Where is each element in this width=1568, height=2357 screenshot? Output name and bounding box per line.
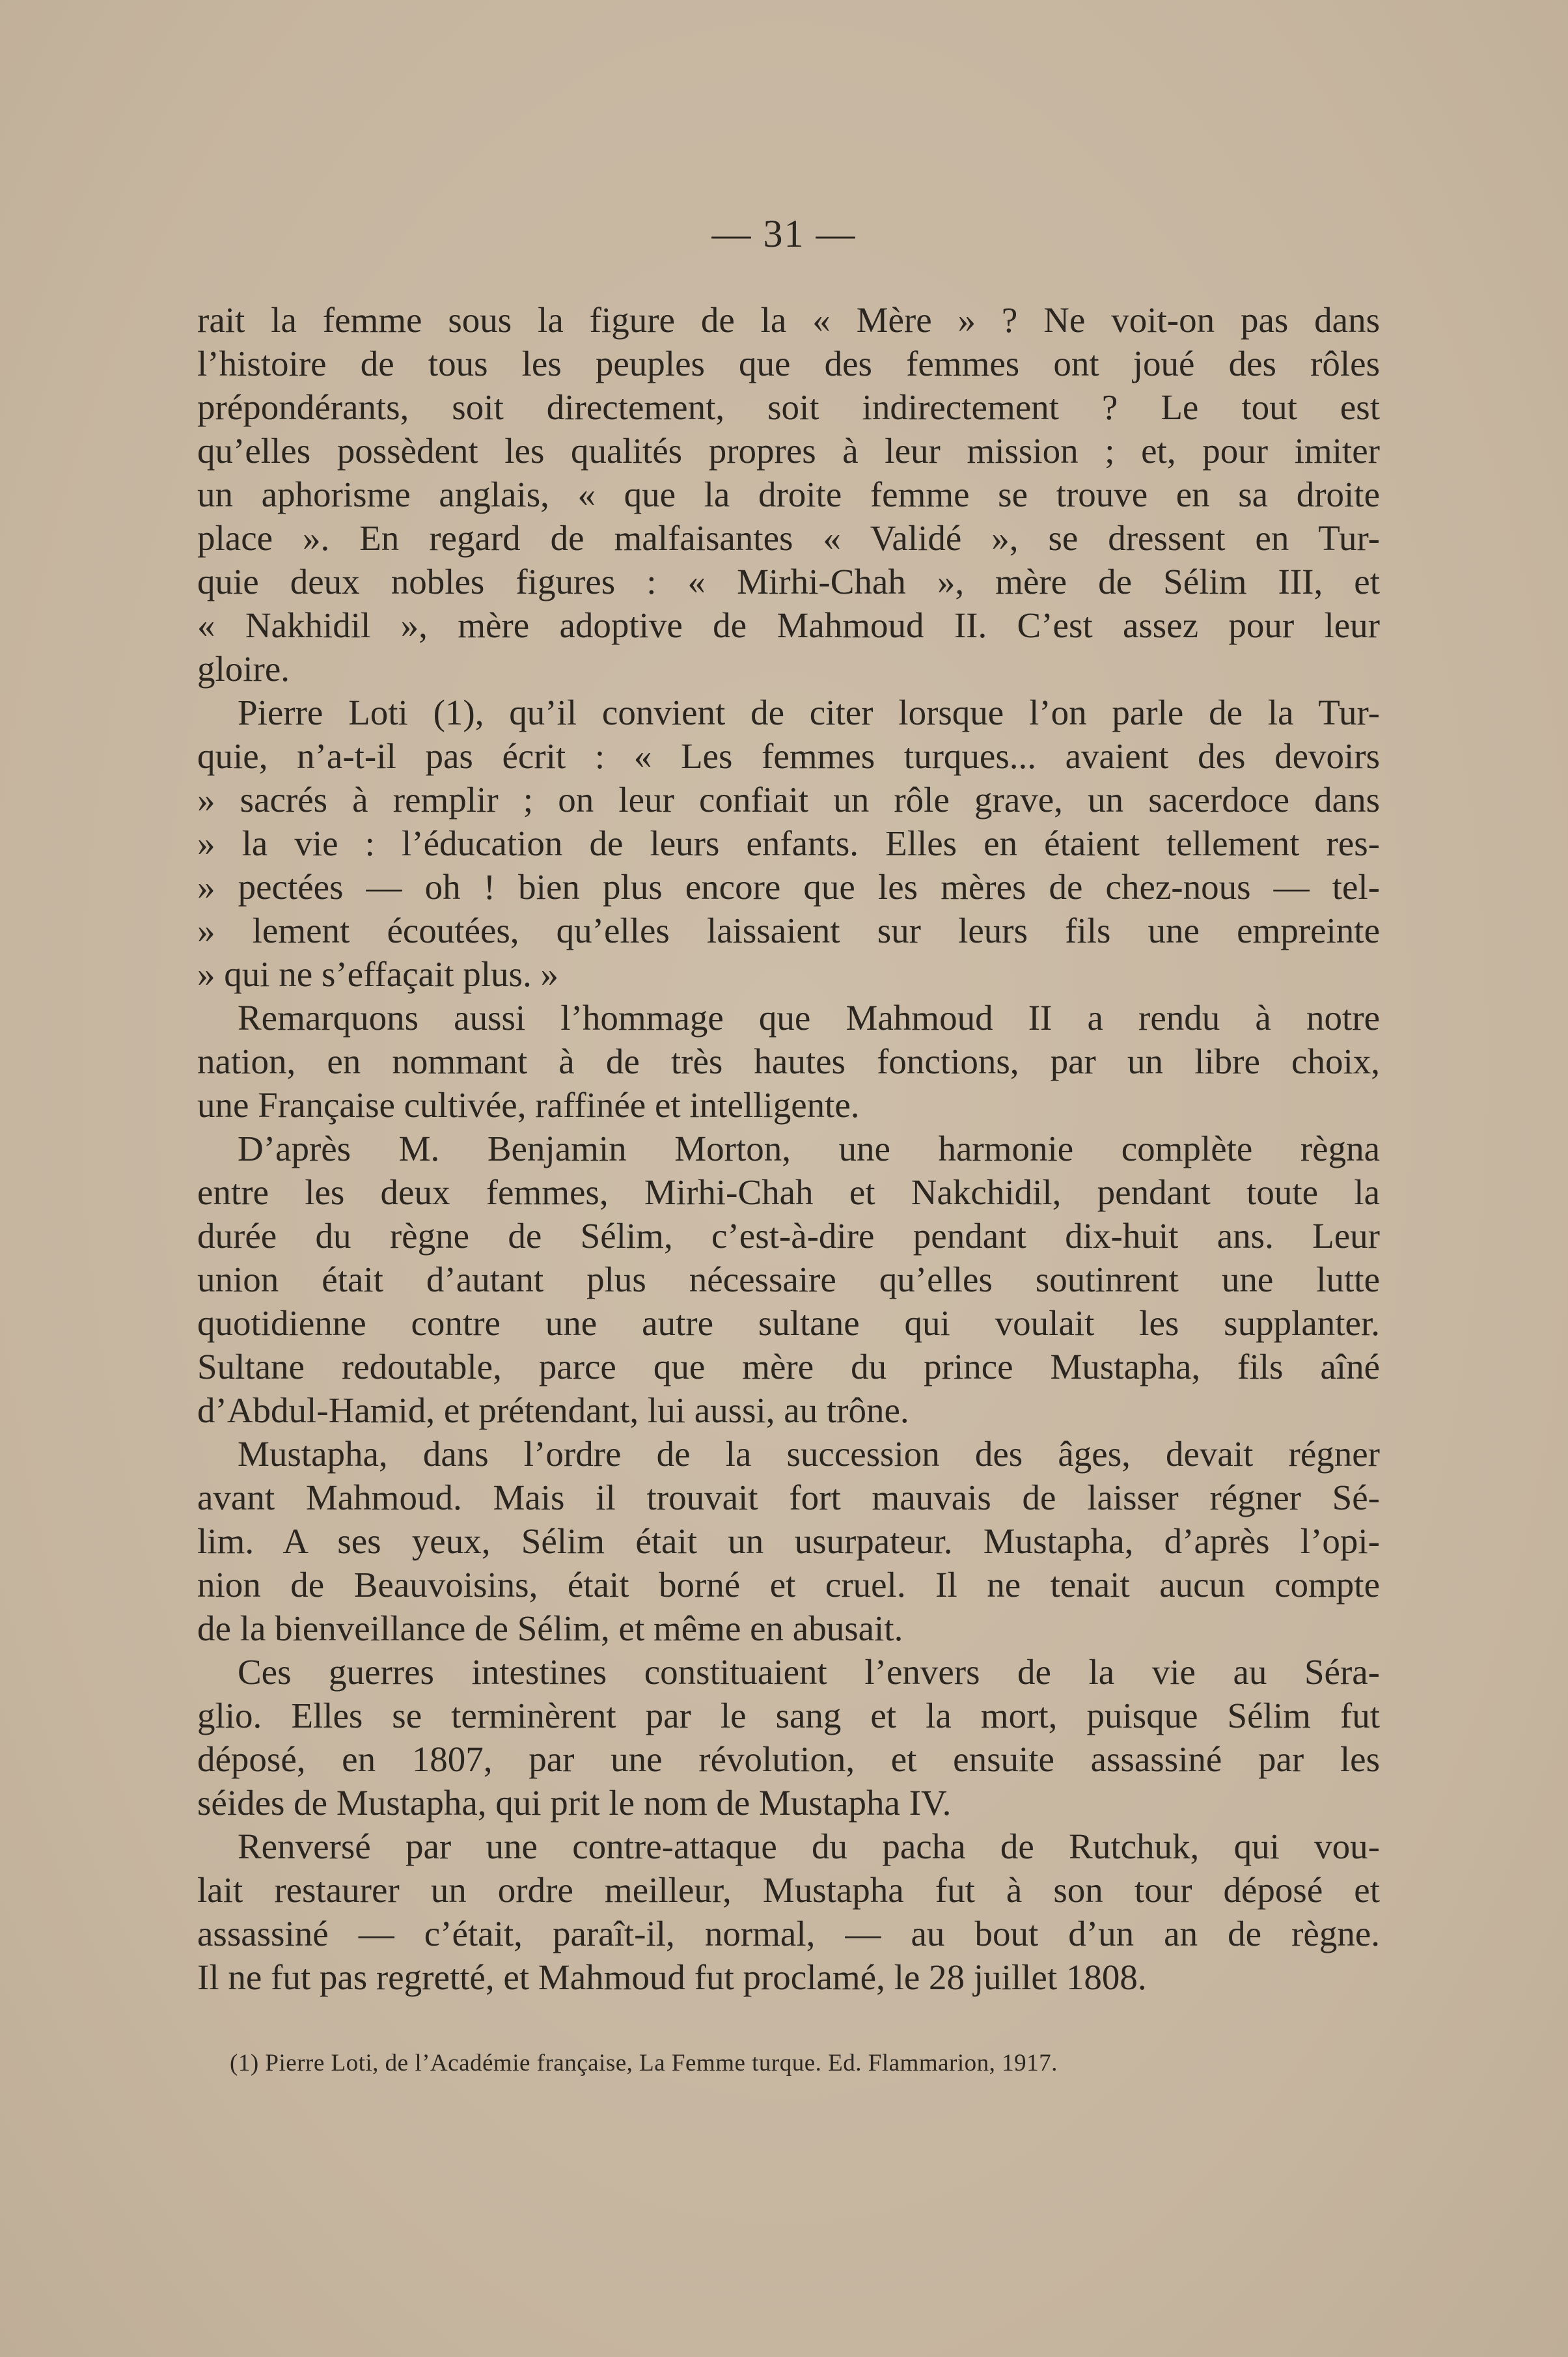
text-line: durée du règne de Sélim, c’est-à-dire pendant dix-huit ans. Leur [197,1216,1380,1256]
text-line: » lement écoutées, qu’elles laissaient sur leurs fils une empreinte [197,911,1380,950]
paragraph [197,691,1380,996]
text-line: quie deux nobles figures : « Mirhi-Chah », mère de Sélim III, et [197,562,1380,601]
text-line: place ». En regard de malfaisantes « Validé », se dressent en Tur- [197,518,1380,558]
body-text [197,298,1380,1999]
text-line: » sacrés à remplir ; on leur confiait un rôle grave, un sacerdoce dans [197,780,1380,820]
text-line: nation, en nommant à de très hautes fonctions, par un libre choix, [197,1041,1380,1081]
text-line: « Nakhidil », mère adoptive de Mahmoud II. C’est assez pour leur [197,605,1380,645]
text-line: séides de Mustapha, qui prit le nom de Mustapha IV. [197,1783,952,1823]
text-line: Remarquons aussi l’hommage que Mahmoud II a rendu à notre [238,998,1380,1038]
text-line: nion de Beauvoisins, était borné et cruel. Il ne tenait aucun compte [197,1565,1380,1605]
text-line: Ces guerres intestines constituaient l’envers de la vie au Séra- [238,1652,1380,1692]
text-line: rait la femme sous la figure de la « Mère » ? Ne voit-on pas dans [197,300,1380,340]
text-line: déposé, en 1807, par une révolution, et ensuite assassiné par les [197,1739,1380,1779]
text-line: union était d’autant plus nécessaire qu’elles soutinrent une lutte [197,1260,1380,1299]
text-line: D’après M. Benjamin Morton, une harmonie complète règna [238,1129,1380,1168]
text-line: glio. Elles se terminèrent par le sang et la mort, puisque Sélim fut [197,1696,1380,1735]
text-line: l’histoire de tous les peuples que des femmes ont joué des rôles [197,344,1380,383]
text-line: une Française cultivée, raffinée et intelligente. [197,1085,860,1125]
paragraph [197,1650,1380,1825]
paragraph [197,298,1380,691]
text-line: » qui ne s’effaçait plus. » [197,954,558,994]
text-line: de la bienveillance de Sélim, et même en abusait. [197,1608,903,1648]
text-line: Il ne fut pas regretté, et Mahmoud fut proclamé, le 28 juillet 1808. [197,1957,1147,1997]
text-line: qu’elles possèdent les qualités propres à leur mission ; et, pour imiter [197,431,1380,471]
text-line: assassiné — c’était, paraît-il, normal, — au bout d’un an de règne. [197,1914,1380,1953]
text-line: » pectées — oh ! bien plus encore que les mères de chez-nous — tel- [197,867,1380,907]
text-line: prépondérants, soit directement, soit indirectement ? Le tout est [197,387,1380,427]
text-line: d’Abdul-Hamid, et prétendant, lui aussi, au trône. [197,1390,909,1430]
text-line: avant Mahmoud. Mais il trouvait fort mauvais de laisser régner Sé- [197,1478,1380,1517]
page-number: — 31 — [711,212,857,255]
text-line: Pierre Loti (1), qu’il convient de citer lorsque l’on parle de la Tur- [238,693,1380,732]
text-line: un aphorisme anglais, « que la droite femme se trouve en sa droite [197,475,1380,514]
text-line: gloire. [197,649,290,689]
text-line: lim. A ses yeux, Sélim était un usurpateur. Mustapha, d’après l’opi- [197,1521,1380,1561]
paragraph [197,996,1380,1127]
text-line: entre les deux femmes, Mirhi-Chah et Nakchidil, pendant toute la [197,1172,1380,1212]
text-line: » la vie : l’éducation de leurs enfants. Elles en étaient tellement res- [197,823,1380,863]
paragraph [197,1825,1380,1999]
footnote: (1) Pierre Loti, de l’Académie française, La Femme turque. Ed. Flammarion, 1917. [230,2050,1058,2076]
paragraph [197,1432,1380,1650]
text-line: quotidienne contre une autre sultane qui voulait les supplanter. [197,1303,1380,1343]
text-line: Renversé par une contre-attaque du pacha de Rutchuk, qui vou- [238,1826,1380,1866]
text-line: Mustapha, dans l’ordre de la succession des âges, devait régner [238,1434,1380,1474]
paragraph [197,1127,1380,1432]
text-line: lait restaurer un ordre meilleur, Mustapha fut à son tour déposé et [197,1870,1380,1910]
text-line: quie, n’a-t-il pas écrit : « Les femmes turques... avaient des devoirs [197,736,1380,776]
text-line: Sultane redoutable, parce que mère du prince Mustapha, fils aîné [197,1347,1380,1386]
